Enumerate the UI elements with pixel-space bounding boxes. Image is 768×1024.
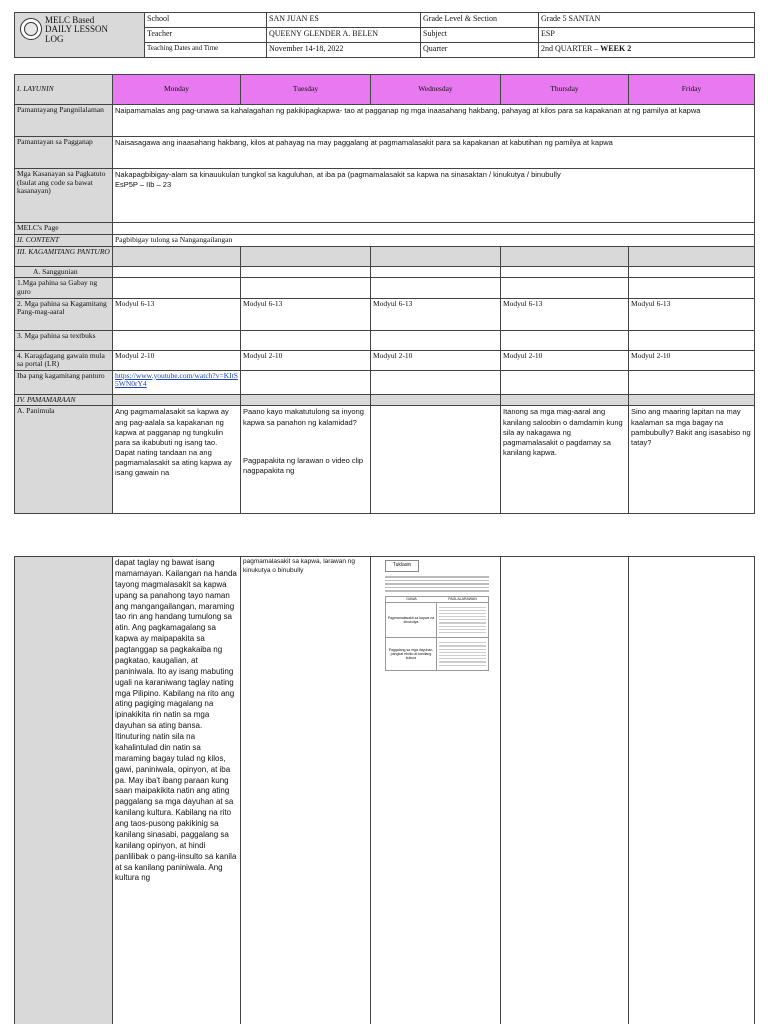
kasanayan-value: Nakapagbibigay-alam sa kinauukulan tungkol sa kaguluhan, at iba pa (pagmamalasakit sa kapwa na sinasaktan / kinukutya / binubully xyxy=(115,170,561,179)
kagamitang-thu: Modyul 6-13 xyxy=(501,298,629,330)
panimula-mon: Ang pagmamalasakit sa kapwa ay ang pag-aalala sa kapakanan ng kapwa at pagganap ng tungkulin para sa ikabubuti ng isang tao. Dapat nating tandaan na ang pagmamalasakit sa ating kapwa ay isang gawain na xyxy=(113,406,241,514)
pamantayang-value: Naipamamalas ang pag-unawa sa kahalagahan ng pakikipagkapwa- tao at pagganap ng mga inaasahang hakbang, pahayag at kilos para sa kapakanan at ng pamilya at kapwa xyxy=(113,105,755,137)
textbook-fri xyxy=(629,330,755,350)
panimula-tue-question: Paano kayo makatutulong sa inyong kapwa sa panahon ng kalamidad? xyxy=(243,407,364,427)
kagamitang-tue: Modyul 6-13 xyxy=(241,298,371,330)
p2-monday-text: dapat taglay ng bawat isang mamamayan. Kailangan na handa tayong magmalasakit sa kapwa upang sa panahong tayo naman ang mangangailangan, maraming tao rin ang handang tumulong sa atin. Ang pagkamagalang sa kapwa ay maipapakita sa pagtanggap sa pagkakaiba ng pagkatao, kaugalian, at paniniwala. Ito ay isang mabuting ugali na karaniwang taglay nating mga Pilipino. Kabilang na rito ang ating pagiging magalang na ipinakikita rin natin sa mga dayuhan sa ating bansa. Itinuturing natin sila na kahalintulad din natin sa maraming bagay tulad ng kilos, gawi, paniniwala, opinyon, at iba pa. May iba't ibang paraan kung saan maipakikita natin ang ating paggalang sa mga dayuhan at sa kanilang kultura. Kabilang na rito ang taos-pusong pakikinig sa kanilang sinasabi, paggalang sa kanilang opinyon, at hindi panlilibak o pang-iinsulto sa kanila at sa kanilang paniniwala. Ang kultura ng xyxy=(113,557,241,1024)
lesson-table-continued xyxy=(14,556,755,1024)
iba-thu xyxy=(501,370,629,394)
melcs-value xyxy=(113,223,755,235)
iba-wed xyxy=(371,370,501,394)
textbook-mon xyxy=(113,330,241,350)
kagamitan-thu xyxy=(501,246,629,266)
karagdagang-fri: Modyul 2-10 xyxy=(629,350,755,370)
teacher-value: QUEENY GLENDER A. BELEN xyxy=(267,28,421,43)
kagamitang-label: 2. Mga pahina sa Kagamitang Pang-mag-aaral xyxy=(15,298,113,330)
kagamitan-fri xyxy=(629,246,755,266)
iba-label: Iba pang kagamitang panturo xyxy=(15,370,113,394)
thumbnail-row1-label: Pagmamalasakit sa kapwa na kinukutya xyxy=(386,603,437,638)
panimula-wed xyxy=(371,406,501,514)
kagamitan-tue xyxy=(241,246,371,266)
title-line-3: LOG xyxy=(45,33,64,44)
pamamaraan-wed xyxy=(371,394,501,406)
content-value: Pagbibigay tulong sa Nangangailangan xyxy=(113,235,755,247)
pamantayang-label: Pamantayang Pangnilalaman xyxy=(15,105,113,137)
kasanayan-code: EsP5P – IIb – 23 xyxy=(115,180,172,190)
p2-tuesday-text: pagmamalasakit sa kapwa, larawan ng kinukutya o binubully xyxy=(241,557,371,1024)
kasanayan-label: Mga Kasanayan sa Pagkatuto (Isulat ang code sa bawat kasanayan) xyxy=(15,169,113,223)
panimula-label: A. Panimula xyxy=(15,406,113,514)
pamamaraan-thu xyxy=(501,394,629,406)
kagamitang-wed: Modyul 6-13 xyxy=(371,298,501,330)
thumbnail-col1: GAWA xyxy=(406,596,417,601)
iba-fri xyxy=(629,370,755,394)
pagganap-label: Pamantayan sa Pagganap xyxy=(15,137,113,169)
day-wednesday: Wednesday xyxy=(371,75,501,105)
content-heading: II. CONTENT xyxy=(15,235,113,247)
sanggunian-fri xyxy=(629,266,755,278)
tuklasin-title: Tuklasin xyxy=(385,560,419,572)
kagamitan-wed xyxy=(371,246,501,266)
pamamaraan-fri xyxy=(629,394,755,406)
school-label: School xyxy=(145,13,267,28)
textbook-thu xyxy=(501,330,629,350)
sanggunian-wed xyxy=(371,266,501,278)
sanggunian-mon xyxy=(113,266,241,278)
kagamitan-mon xyxy=(113,246,241,266)
day-tuesday: Tuesday xyxy=(241,75,371,105)
gabay-mon xyxy=(113,278,241,298)
thumbnail-table xyxy=(385,596,489,671)
textbook-tue xyxy=(241,330,371,350)
thumbnail-col2: PAGLALARAWAN xyxy=(448,596,477,601)
kagamitang-mon: Modyul 6-13 xyxy=(113,298,241,330)
kasanayan-cell xyxy=(113,169,755,223)
subject-value: ESP xyxy=(539,28,755,43)
dll-title-cell xyxy=(15,13,145,58)
karagdagang-wed: Modyul 2-10 xyxy=(371,350,501,370)
tuklasin-thumbnail xyxy=(385,560,489,671)
sanggunian-heading: A. Sanggunian xyxy=(15,266,113,278)
school-value: SAN JUAN ES xyxy=(267,13,421,28)
textbook-label: 3. Mga pahina sa textbuks xyxy=(15,330,113,350)
subject-label: Subject xyxy=(421,28,539,43)
title-line-2: DAILY LESSON xyxy=(45,24,109,35)
sanggunian-thu xyxy=(501,266,629,278)
thumbnail-row2-label: Paggalang sa mga dayuhan, pangkat etniko at kanilang kultura xyxy=(386,638,437,670)
dates-label: Teaching Dates and Time xyxy=(145,43,267,58)
grade-label: Grade Level & Section xyxy=(421,13,539,28)
kagamitang-fri: Modyul 6-13 xyxy=(629,298,755,330)
layunin-heading: I. LAYUNIN xyxy=(15,75,113,105)
karagdagang-thu: Modyul 2-10 xyxy=(501,350,629,370)
teacher-label: Teacher xyxy=(145,28,267,43)
iba-mon xyxy=(113,370,241,394)
p2-label-col xyxy=(15,557,113,1024)
p2-thursday-cell xyxy=(501,557,629,1024)
quarter-label: Quarter xyxy=(421,43,539,58)
panimula-thu: Itanong sa mga mag-aaral ang kanilang saloobin o damdamin kung sila ay nakagawa ng pagmamalasakit o pagdamay sa kanilang kapwa. xyxy=(501,406,629,514)
pamamaraan-tue xyxy=(241,394,371,406)
panimula-tue-activity: Pagpapakita ng larawan o video clip nagpapakita ng xyxy=(243,455,364,475)
week-text: WEEK 2 xyxy=(600,44,632,53)
pagganap-value: Naisasagawa ang inaasahang hakbang, kilos at pahayag na may paggalang at pagmamalasakit para sa kapakanan at kabutihan ng pamilya at kapwa xyxy=(113,137,755,169)
deped-seal-icon xyxy=(20,18,42,40)
p2-wednesday-cell xyxy=(371,557,501,1024)
iba-tue xyxy=(241,370,371,394)
gabay-tue xyxy=(241,278,371,298)
gabay-thu xyxy=(501,278,629,298)
gabay-fri xyxy=(629,278,755,298)
gabay-wed xyxy=(371,278,501,298)
karagdagang-label: 4. Karagdagang gawain mula sa portal (LR) xyxy=(15,350,113,370)
day-monday: Monday xyxy=(113,75,241,105)
thumbnail-row xyxy=(386,603,488,639)
p2-friday-cell xyxy=(629,557,755,1024)
pamamaraan-heading: IV. PAMAMARAAN xyxy=(15,394,113,406)
textbook-wed xyxy=(371,330,501,350)
karagdagang-mon: Modyul 2-10 xyxy=(113,350,241,370)
dates-value: November 14-18, 2022 xyxy=(267,43,421,58)
sanggunian-tue xyxy=(241,266,371,278)
gabay-label: 1.Mga pahina sa Gabay ng guro xyxy=(15,278,113,298)
lesson-table xyxy=(14,74,755,514)
pamamaraan-mon xyxy=(113,394,241,406)
panimula-tue xyxy=(241,406,371,514)
youtube-link[interactable]: https://www.youtube.com/watch?v=KItS5WN0rY4 xyxy=(115,370,238,389)
karagdagang-tue: Modyul 2-10 xyxy=(241,350,371,370)
thumbnail-row xyxy=(386,638,488,670)
quarter-text: 2nd QUARTER – xyxy=(541,44,601,53)
panimula-fri: Sino ang maaring lapitan na may kaalaman sa mga bagay na pambubully? Bakit ang isasabiso ng tatay? xyxy=(629,406,755,514)
kagamitan-heading: III. KAGAMITANG PANTURO xyxy=(15,246,113,266)
day-thursday: Thursday xyxy=(501,75,629,105)
quarter-value xyxy=(539,43,755,58)
thumbnail-paragraph xyxy=(385,576,489,592)
day-friday: Friday xyxy=(629,75,755,105)
header-table xyxy=(14,12,755,58)
melcs-label: MELC's Page xyxy=(15,223,113,235)
grade-value: Grade 5 SANTAN xyxy=(539,13,755,28)
title-line-1: MELC Based xyxy=(45,15,95,25)
